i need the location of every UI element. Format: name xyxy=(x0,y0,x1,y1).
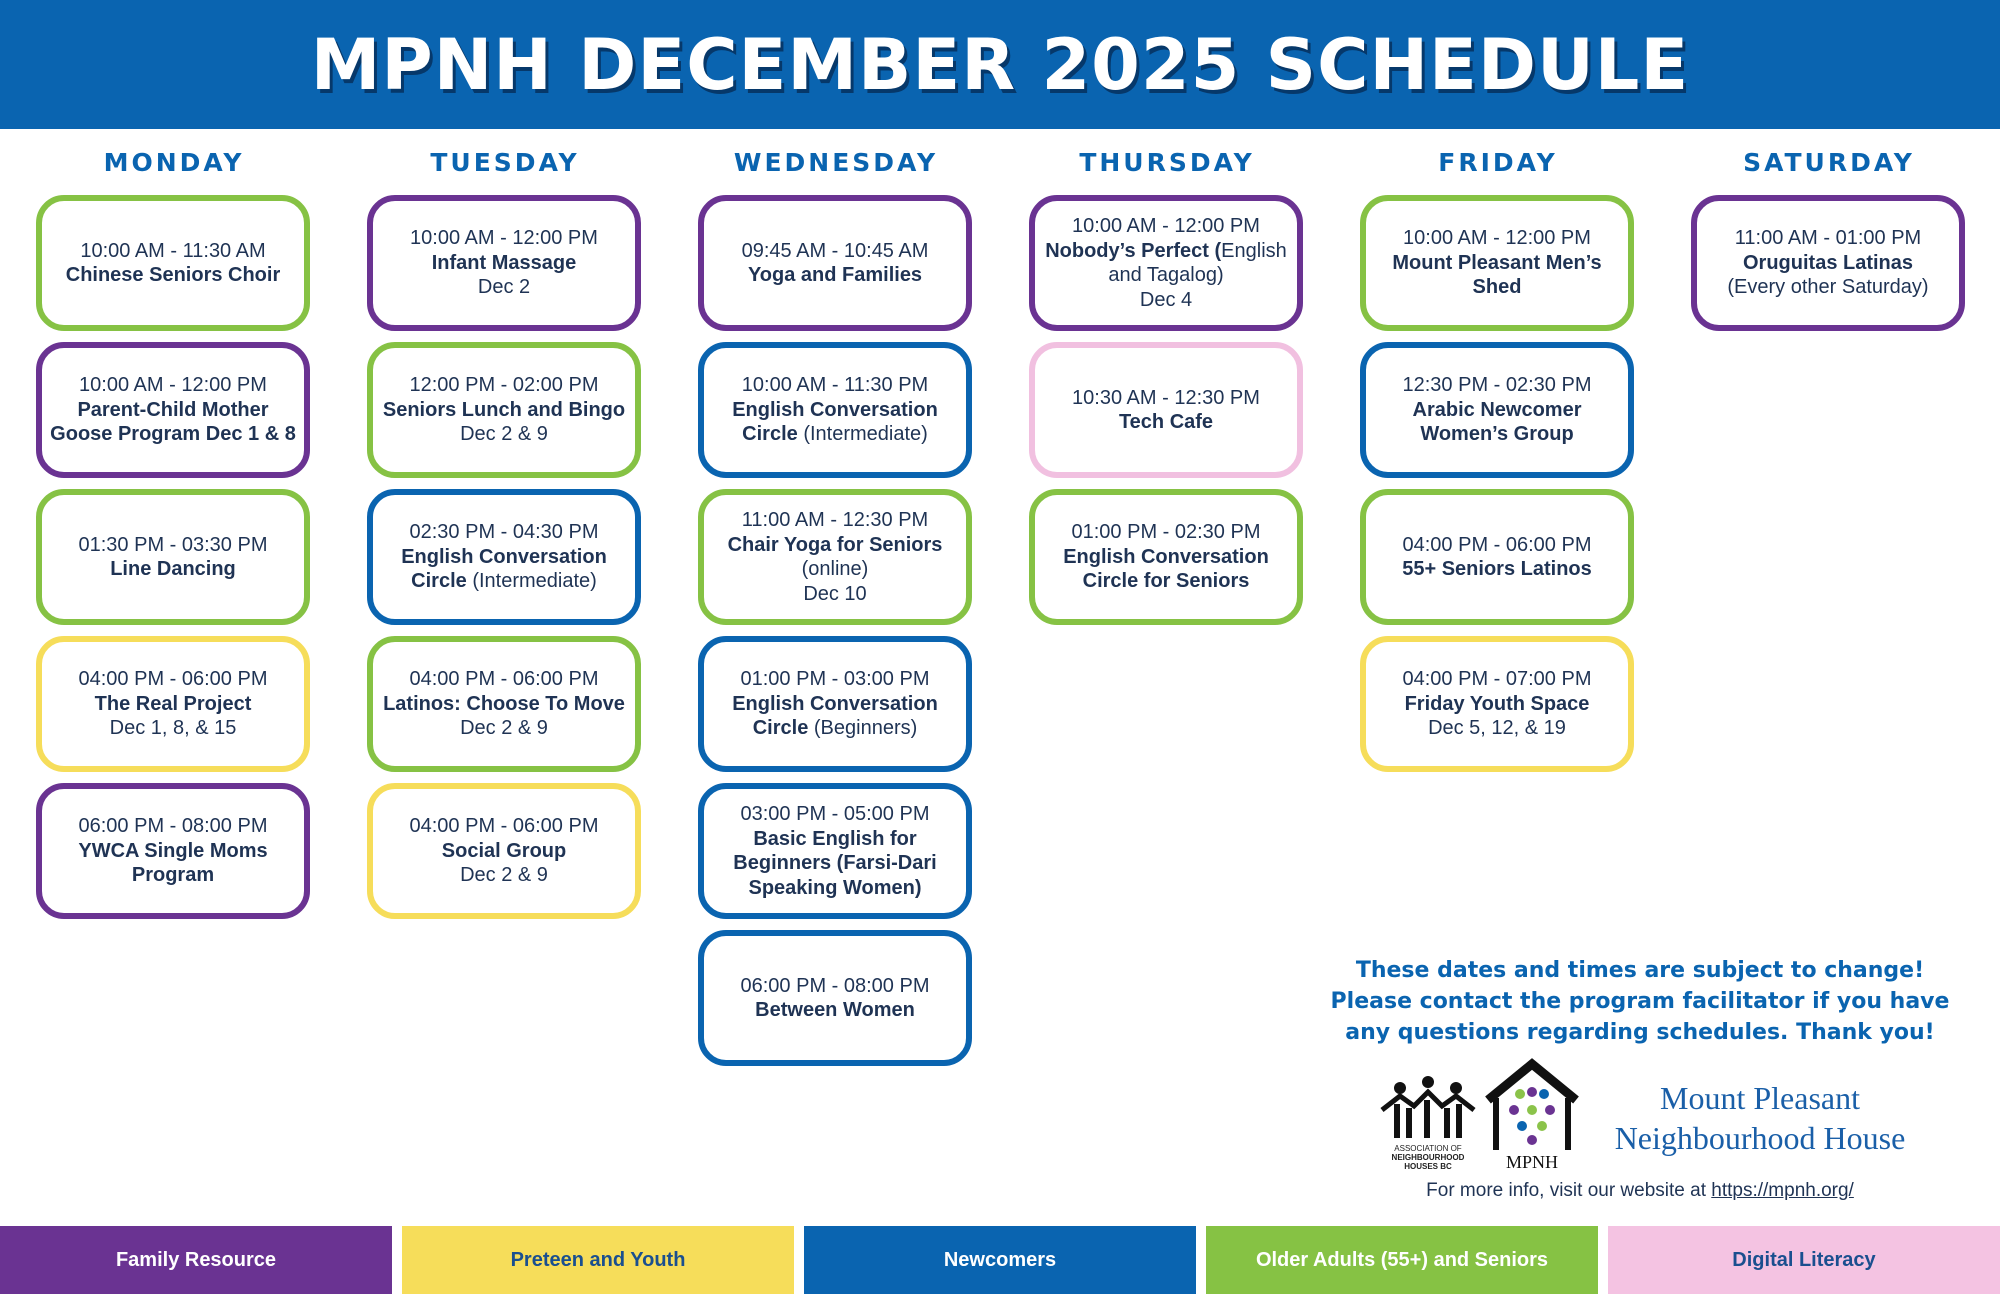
event-time: 04:00 PM - 06:00 PM xyxy=(409,815,599,838)
day-heading: SATURDAY xyxy=(1743,148,1915,177)
event-title: Chinese Seniors Choir xyxy=(65,264,281,286)
event-card xyxy=(36,489,310,625)
anh-bc-logo xyxy=(1378,1068,1478,1178)
day-column-wednesday xyxy=(698,143,974,1077)
event-card xyxy=(698,489,972,625)
event-detail: (online) xyxy=(801,558,869,580)
event-title: Chair Yoga for Seniors xyxy=(727,533,943,556)
legend-item: Newcomers xyxy=(804,1226,1196,1294)
event-time: 10:00 AM - 11:30 PM xyxy=(741,374,929,397)
event-title: Friday Youth Space xyxy=(1404,692,1590,715)
event-card xyxy=(367,195,641,331)
event-title: Social Group xyxy=(441,839,567,862)
event-title: Parent-Child Mother Goose Program Dec 1 & 8 xyxy=(50,398,296,446)
organization-name: Mount Pleasant Neighbourhood House xyxy=(1614,1080,1906,1156)
day-column-thursday xyxy=(1029,143,1305,636)
event-card xyxy=(698,195,972,331)
event-title: Mount Pleasant Men’s Shed xyxy=(1392,251,1602,299)
mpnh-logo xyxy=(1482,1058,1582,1178)
legend-item: Digital Literacy xyxy=(1608,1226,2000,1294)
event-card xyxy=(367,489,641,625)
event-card xyxy=(36,195,310,331)
event-time: 10:00 AM - 12:00 PM xyxy=(1072,215,1260,237)
event-time: 04:00 PM - 06:00 PM xyxy=(78,668,268,691)
event-time: 01:00 PM - 02:30 PM xyxy=(1071,521,1261,544)
event-card xyxy=(1360,195,1634,331)
event-title: Seniors Lunch and Bingo xyxy=(382,398,626,421)
day-heading: FRIDAY xyxy=(1438,148,1558,177)
event-time: 10:00 AM - 12:00 PM xyxy=(1403,227,1591,250)
notice-line: any questions regarding schedules. Thank you! xyxy=(1345,1020,1935,1045)
event-time: 09:45 AM - 10:45 AM xyxy=(741,239,929,262)
event-title: Tech Cafe xyxy=(1118,411,1214,433)
event-card xyxy=(1360,342,1634,478)
legend-item: Older Adults (55+) and Seniors xyxy=(1206,1226,1598,1294)
event-title: Nobody’s Perfect (English and Tagalog) xyxy=(1045,239,1287,286)
event-card xyxy=(1691,195,1965,331)
event-detail: Dec 2 & 9 xyxy=(460,423,548,446)
website-info xyxy=(1380,1180,1900,1202)
event-title: English Conversation Circle for Seniors xyxy=(1063,545,1269,593)
event-card xyxy=(1029,489,1303,625)
event-title: Arabic Newcomer Women’s Group xyxy=(1412,398,1582,446)
event-detail: Dec 2 xyxy=(477,276,531,299)
event-time: 12:00 PM - 02:00 PM xyxy=(409,374,599,397)
event-title: Between Women xyxy=(755,999,915,1021)
day-column-tuesday xyxy=(367,143,643,930)
legend-item: Family Resource xyxy=(0,1226,392,1294)
event-card xyxy=(36,342,310,478)
schedule-notice xyxy=(1320,955,1960,1048)
event-note: (Intermediate) xyxy=(466,570,597,593)
page-header xyxy=(0,0,2000,129)
event-card xyxy=(698,636,972,772)
event-time: 04:00 PM - 07:00 PM xyxy=(1402,668,1592,691)
neighbourhood-houses-icon xyxy=(1378,1068,1478,1144)
event-title: Latinos: Choose To Move xyxy=(383,692,625,715)
event-time: 04:00 PM - 06:00 PM xyxy=(1402,533,1592,556)
event-title: English Conversation Circle (Beginners) xyxy=(732,692,938,740)
day-heading: THURSDAY xyxy=(1079,148,1255,177)
event-card xyxy=(36,783,310,919)
event-time: 04:00 PM - 06:00 PM xyxy=(409,668,599,691)
notice-line: These dates and times are subject to change! xyxy=(1355,958,1925,983)
event-title: 55+ Seniors Latinos xyxy=(1402,558,1592,580)
event-card xyxy=(367,342,641,478)
day-heading: TUESDAY xyxy=(430,148,580,177)
event-detail: (Every other Saturday) xyxy=(1727,276,1929,299)
event-card xyxy=(1029,195,1303,331)
event-title: English Conversation Circle (Intermediate) xyxy=(401,545,607,593)
mpnh-logo-label: MPNH xyxy=(1505,1152,1558,1172)
day-heading: WEDNESDAY xyxy=(733,148,939,177)
website-prefix: For more info, visit our website at xyxy=(1426,1180,1712,1201)
day-heading: MONDAY xyxy=(103,148,245,177)
event-time: 10:00 AM - 11:30 AM xyxy=(80,239,266,262)
event-title: Line Dancing xyxy=(110,558,236,580)
event-card xyxy=(698,930,972,1066)
event-title: Basic English for Beginners (Farsi-Dari Speaking Women) xyxy=(733,827,937,899)
event-detail: Dec 5, 12, & 19 xyxy=(1428,717,1566,740)
event-title: Infant Massage xyxy=(431,251,577,274)
event-card xyxy=(698,342,972,478)
event-title: Oruguitas Latinas xyxy=(1742,251,1914,274)
logos xyxy=(1370,1058,1930,1178)
event-time: 11:00 AM - 12:30 PM xyxy=(741,509,929,531)
mpnh-house-icon xyxy=(1482,1058,1582,1153)
event-time: 02:30 PM - 04:30 PM xyxy=(409,521,599,544)
legend-item: Preteen and Youth xyxy=(402,1226,794,1294)
event-title: Yoga and Families xyxy=(747,264,923,286)
event-card xyxy=(1360,489,1634,625)
category-legend xyxy=(0,1226,2000,1294)
day-column-monday xyxy=(36,143,312,930)
event-time: 06:00 PM - 08:00 PM xyxy=(740,974,930,997)
event-time: 03:00 PM - 05:00 PM xyxy=(740,803,930,825)
event-time: 01:00 PM - 03:00 PM xyxy=(740,668,930,691)
event-dates: Dec 10 xyxy=(803,582,867,605)
website-link[interactable]: https://mpnh.org/ xyxy=(1711,1180,1854,1201)
event-time: 06:00 PM - 08:00 PM xyxy=(78,815,268,838)
event-title: English Conversation Circle (Intermediate) xyxy=(732,398,938,446)
event-note: English and Tagalog) xyxy=(1108,239,1287,286)
notice-line: Please contact the program facilitator if you have xyxy=(1330,989,1950,1014)
event-card xyxy=(698,783,972,919)
day-column-friday xyxy=(1360,143,1636,783)
event-time: 12:30 PM - 02:30 PM xyxy=(1402,374,1592,397)
anh-bc-label: ASSOCIATION OF NEIGHBOURHOOD HOUSES BC xyxy=(1391,1144,1465,1171)
event-note: (Intermediate) xyxy=(797,423,928,446)
event-detail: Dec 2 & 9 xyxy=(460,864,548,887)
event-detail: Dec 1, 8, & 15 xyxy=(109,717,237,740)
event-card xyxy=(367,783,641,919)
event-card xyxy=(1360,636,1634,772)
event-time: 11:00 AM - 01:00 PM xyxy=(1734,227,1922,250)
event-time: 10:30 AM - 12:30 PM xyxy=(1072,386,1260,409)
event-title: The Real Project xyxy=(94,692,252,715)
event-card xyxy=(36,636,310,772)
event-title: YWCA Single Moms Program xyxy=(78,839,268,887)
event-card xyxy=(1029,342,1303,478)
event-time: 10:00 AM - 12:00 PM xyxy=(79,374,267,397)
event-time: 10:00 AM - 12:00 PM xyxy=(410,227,598,250)
event-detail: Dec 4 xyxy=(1139,288,1193,311)
event-note: (Beginners) xyxy=(808,717,918,740)
event-card xyxy=(367,636,641,772)
day-column-saturday xyxy=(1691,143,1967,342)
event-detail: Dec 2 & 9 xyxy=(460,717,548,740)
page-title: MPNH DECEMBER 2025 SCHEDULE xyxy=(310,23,1690,106)
event-time: 01:30 PM - 03:30 PM xyxy=(78,533,268,556)
